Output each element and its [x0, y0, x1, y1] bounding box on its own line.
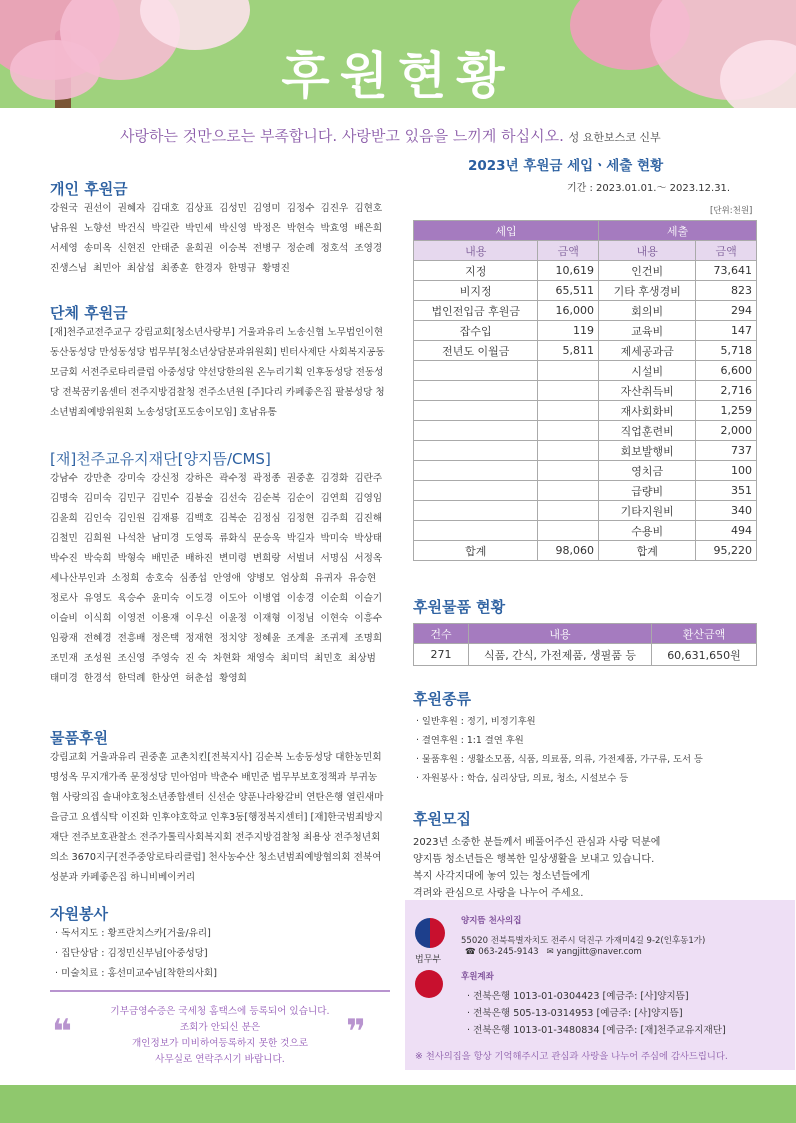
donor-name: 김주희	[320, 513, 349, 524]
quote-close-icon: ❞	[346, 1012, 366, 1052]
donor-name: 진 숙	[185, 653, 207, 664]
donor-name: 조성원	[83, 653, 112, 664]
table-row: 잡수입 119 교육비 147	[414, 321, 757, 341]
notice-box	[50, 990, 390, 1070]
donor-name: 김희원	[83, 533, 112, 544]
ministry-emblem-icon	[415, 918, 445, 948]
donor-name: 최미덕	[280, 653, 309, 664]
donor-name: 박미숙	[320, 533, 349, 544]
table-total-row: 합계 98,060 합계 95,220	[414, 541, 757, 561]
donor-name: 김영임	[354, 493, 383, 504]
donor-name: 박길자	[286, 533, 315, 544]
donor-name: 김봉술	[185, 493, 214, 504]
donor-name: 김란주	[354, 473, 383, 484]
donor-name: 안태준	[151, 243, 180, 254]
donor-name: 최상범	[348, 653, 376, 664]
group-list: [재]천주교전주교구 강림교회[청소년사랑부] 거울과유리 노송신협 노무법인이현 동산동성당 만성동성당 법무부[청소년상담분과위원회] 빈터사제단 사회복지공동모금회 서전주로타리클럽 아중성당 약선당한의원 온누리기획 인후동성당 전동성당 전북꿈키움센터 전주지방검찰청 전주소년원 [주]다리 카페좋은집 팔봉성당 청소년범죄예방위원회 노송성당[포도송이모임] 호남유통	[50, 327, 385, 418]
donor-name: 신현진	[117, 243, 146, 254]
donor-name: 김민구	[117, 493, 146, 504]
quote-open-icon: ❝	[52, 1012, 72, 1052]
account-label: 후원계좌	[461, 972, 494, 982]
donor-name: 강하은	[185, 473, 214, 484]
donor-name: 배은희	[354, 223, 383, 234]
donor-name: 최종훈	[160, 263, 189, 274]
goods-amount: 60,631,650원	[652, 644, 757, 666]
kind-item: · 일반후원 : 정기, 비정기후원	[416, 716, 536, 727]
donor-name: 서정옥	[354, 553, 383, 564]
quote-text: 사랑하는 것만으로는 부족합니다. 사랑받고 있음을 느끼게 하십시오.	[120, 127, 564, 145]
donor-name: 이슬비	[50, 613, 78, 624]
donor-name: 박길란	[151, 223, 180, 234]
section-personal: 개인 후원금	[50, 180, 128, 198]
donor-name: 이흥수	[354, 613, 383, 624]
donor-name: 소정희	[111, 573, 140, 584]
donor-name: 유승현	[348, 573, 377, 584]
donor-name: 정재현	[185, 633, 214, 644]
donor-name: 조민재	[50, 653, 78, 664]
donor-name: 박상태	[354, 533, 383, 544]
donor-name: 황영희	[219, 673, 247, 684]
donor-name: 김윤희	[50, 513, 78, 524]
donor-name: 유귀자	[314, 573, 343, 584]
account-list: · 전북은행 1013-01-0304423 [예금주: [사]양지뜸] · 전북은행 505-13-0314953 [예금주: [사]양지뜸] · 전북은행 1013-01-3480834 [예금주: [재]천주교유지재단]	[467, 991, 726, 1036]
donor-name: 이윤정	[219, 613, 247, 624]
donor-name: 임광재	[50, 633, 78, 644]
table-row: 직업훈련비 2,000	[414, 421, 757, 441]
donor-name: 이송경	[286, 593, 315, 604]
volunteer-list	[55, 924, 217, 984]
donor-name: 서명심	[320, 553, 349, 564]
donor-name: 강미숙	[117, 473, 146, 484]
donor-name: 김정현	[286, 513, 315, 524]
donor-name: 박숙희	[83, 553, 112, 564]
donor-name: 김순복	[252, 493, 281, 504]
period: 기간 : 2023.01.01.～ 2023.12.31.	[567, 183, 731, 194]
donor-name: 김대호	[151, 203, 180, 214]
volunteer-item: · 집단상담 : 김정민신부님[아중성당]	[55, 948, 208, 959]
donor-name: 허춘섭	[185, 673, 214, 684]
income-header: 세입	[414, 221, 599, 241]
donor-name: 강신정	[151, 473, 180, 484]
donor-name: 강만춘	[83, 473, 112, 484]
section-group: 단체 후원금	[50, 304, 128, 322]
donor-name: 안영애	[213, 573, 241, 584]
donor-name: 김진우	[320, 203, 349, 214]
header-banner	[0, 0, 796, 108]
section-goods: 물품후원	[50, 729, 108, 747]
unit-label: [단위:천원]	[710, 206, 753, 216]
donor-name: 박민세	[185, 223, 214, 234]
donor-name: 김성민	[219, 203, 247, 214]
donor-name: 김정심	[252, 513, 281, 524]
donor-name: 양병모	[246, 573, 275, 584]
donor-name: 강남수	[50, 473, 78, 484]
donor-name: 김선숙	[219, 493, 247, 504]
finance-table: 세입 세출 내용 금액 내용 금액 지정 10,619 인건비 73,641 비지정 65,511 기타 후생경비 823 법인전입금 후원금 16,000 회의비 294 잡수입 119 교육비 147 전년도 이월금 5,811 제세공과금 5,718 시설비 6,600 자산취득비 2,716 재사회화비 1,259 직업훈련비 2,000 회보발행비 737 영치금 100 급량비 351 기타지원비 340 수용비 494 합계 98,060 합계 95,220	[413, 220, 757, 561]
table-row: 급량비 351	[414, 481, 757, 501]
donor-name: 정로사	[50, 593, 78, 604]
donor-name: 김인원	[117, 513, 146, 524]
donor-name: 류화식	[219, 533, 247, 544]
donor-name: 조귀제	[320, 633, 349, 644]
donor-name: 주영숙	[151, 653, 180, 664]
donor-name: 김순이	[286, 493, 315, 504]
donor-name: 김경화	[320, 473, 349, 484]
donor-name: 전병구	[252, 243, 281, 254]
donor-name: 김백호	[185, 513, 214, 524]
donor-name: 정혜윤	[252, 633, 281, 644]
quote-author: 성 요한보스코 신부	[568, 131, 661, 144]
donor-name: 남미경	[151, 533, 180, 544]
donor-name: 심종섭	[179, 573, 208, 584]
donor-name: 김정수	[286, 203, 315, 214]
donor-name: 서벌녀	[286, 553, 315, 564]
donor-name: 송호숙	[145, 573, 174, 584]
donor-name: 김상표	[185, 203, 214, 214]
donor-name: 최민아	[93, 263, 121, 274]
donor-name: 정치양	[219, 633, 247, 644]
donor-name: 이영전	[117, 613, 146, 624]
donor-name: 변미령	[219, 553, 247, 564]
goods-list: 강림교회 거울과유리 권중훈 교촌치킨[전북지사] 김순복 노송동성당 대한농민회 명성옥 무지개가족 문정성당 민아엄마 박춘수 배민준 법무부보호정책과 부귀농협 사랑의집 솔내야호청소년종합센터 신선순 양푼나라왕갈비 연탄은행 열린새마을금고 요셉식탁 이진화 인후야호학교 인후3동[행정복지센터] [재]한국범죄방지재단 전주보호관찰소 전주가톨릭사회복지회 전주지방검찰청 최용상 전주청년회의소 3670지구[전주중앙로타리클럽] 천사농수산 청소년범죄예방협의회 전북여성분과 카페좋은집 하니비베이커리	[50, 752, 384, 883]
donor-name: 송미옥	[83, 243, 112, 254]
donor-name: 도영록	[185, 533, 214, 544]
donor-name: 변희랑	[252, 553, 281, 564]
quote	[120, 125, 661, 146]
contact-box	[405, 900, 795, 1070]
donor-name: 최민호	[314, 653, 343, 664]
donor-name: 박형숙	[117, 553, 146, 564]
donor-name: 박현숙	[286, 223, 315, 234]
section-kinds: 후원종류	[413, 690, 471, 708]
donor-name: 남유원	[50, 223, 78, 234]
donor-name: 조신영	[117, 653, 146, 664]
donor-name: 이승복	[219, 243, 247, 254]
donor-name: 진생스님	[50, 263, 88, 274]
donor-name: 전혜경	[83, 633, 112, 644]
donor-name: 이슬기	[354, 593, 383, 604]
donor-name: 육승수	[117, 593, 146, 604]
donor-name: 한명규	[228, 263, 257, 274]
kind-item: · 결연후원 : 1:1 결연 후원	[416, 735, 524, 746]
donor-name: 전흥배	[117, 633, 146, 644]
donor-name: 한상연	[151, 673, 180, 684]
donor-name: 권혜자	[117, 203, 146, 214]
donor-name: 조계윤	[286, 633, 315, 644]
donor-name: 박건식	[117, 223, 146, 234]
table-row: 영치금 100	[414, 461, 757, 481]
thanks-text: ※ 천사의집을 항상 기억해주시고 관심과 사랑을 나누어 주심에 감사드립니다.	[415, 1051, 728, 1062]
donor-name: 이재형	[252, 613, 281, 624]
address: 55020 전북특별자치도 전주시 덕진구 가재미4길 9-2(인후동1가)	[461, 936, 706, 946]
donor-name: 한덕례	[117, 673, 146, 684]
donor-name: 권선이	[83, 203, 112, 214]
donor-name: 한경석	[83, 673, 112, 684]
recruit-text: 2023년 소중한 분들께서 베풀어주신 관심과 사랑 덕분에 양지뜸 청소년들은 행복한 일상생활을 보내고 있습니다. 복지 사각지대에 놓여 있는 청소년들에게 격려와 관심으로 사랑을 나누어 주세요.	[413, 837, 661, 899]
section-recruit: 후원모집	[413, 810, 471, 828]
donor-name: 이순희	[320, 593, 349, 604]
donor-name: 김재룡	[151, 513, 180, 524]
donor-name: 이병엽	[252, 593, 281, 604]
donor-name: 박신영	[219, 223, 247, 234]
donor-name: 최삼섭	[126, 263, 155, 274]
table-row: 재사회화비 1,259	[414, 401, 757, 421]
donor-name: 세나산부인과	[50, 573, 106, 584]
expense-header: 세출	[599, 221, 757, 241]
section-volunteer: 자원봉사	[50, 905, 108, 923]
table-row: 전년도 이월금 5,811 제세공과금 5,718	[414, 341, 757, 361]
section-goods-status: 후원물품 현황	[413, 598, 506, 616]
donor-name: 김영미	[252, 203, 281, 214]
donor-name: 박효영	[320, 223, 349, 234]
donor-name: 김인숙	[83, 513, 112, 524]
donor-name: 윤미숙	[151, 593, 180, 604]
donor-name: 유영도	[83, 593, 112, 604]
donor-name: 채영숙	[246, 653, 275, 664]
donor-name: 김미숙	[83, 493, 112, 504]
donor-name: 한경자	[194, 263, 223, 274]
donor-name: 김명숙	[50, 493, 78, 504]
table-row: 시설비 6,600	[414, 361, 757, 381]
donor-name: 엄상희	[280, 573, 309, 584]
donor-name: 황명진	[262, 263, 290, 274]
volunteer-item: · 미술치료 : 홍선미교수님[착한의사회]	[55, 968, 217, 979]
foundation-names	[50, 469, 390, 689]
donor-name: 이용재	[151, 613, 180, 624]
goods-table: 건수 내용 환산금액 271 식품, 간식, 가전제품, 생필품 등 60,631,650원	[413, 623, 757, 666]
goods-content: 식품, 간식, 가전제품, 생필품 등	[469, 644, 652, 666]
table-row: 회보발행비 737	[414, 441, 757, 461]
donor-name: 조영경	[354, 243, 383, 254]
donor-name: 김복순	[219, 513, 247, 524]
section-foundation: [재]천주교유지재단[양지뜸/CMS]	[50, 450, 271, 468]
donor-name: 노향선	[83, 223, 112, 234]
donor-name: 배하진	[185, 553, 214, 564]
donor-name: 나석찬	[117, 533, 146, 544]
ministry-label: 법무부	[415, 955, 442, 965]
report-title: 2023년 후원금 세입ㆍ세출 현황	[468, 158, 664, 174]
kind-item: · 자원봉사 : 학습, 심리상담, 의료, 청소, 시설보수 등	[416, 773, 629, 784]
phone-row: ☎ 063-245-9143 ✉ yangjitt@naver.com	[465, 947, 642, 957]
donor-name: 정순례	[286, 243, 315, 254]
donor-name: 권중훈	[286, 473, 315, 484]
volunteer-item: · 독서지도 : 황프란치스카[거울/유리]	[55, 928, 211, 939]
donor-name: 김철민	[50, 533, 78, 544]
goods-count: 271	[414, 644, 469, 666]
donor-name: 정은택	[151, 633, 180, 644]
table-row: 지정 10,619 인건비 73,641	[414, 261, 757, 281]
donor-name: 태미경	[50, 673, 78, 684]
page-title: 후원현황	[281, 47, 515, 105]
table-row: 비지정 65,511 기타 후생경비 823	[414, 281, 757, 301]
donor-name: 박정은	[252, 223, 281, 234]
donor-name: 이도아	[219, 593, 247, 604]
notice-text: 기부금영수증은 국세청 홈택스에 등록되어 있습니다. 조회가 안되신 분은 개인정보가 미비하여등록하지 못한 것으로 사무실로 연락주시기 바랍니다.	[110, 1006, 330, 1065]
donor-name: 김민수	[151, 493, 180, 504]
donor-name: 서세영	[50, 243, 78, 254]
donor-name: 정호석	[320, 243, 349, 254]
donor-name: 차현화	[212, 653, 241, 664]
donor-name: 강원국	[50, 203, 78, 214]
kind-item: · 물품후원 : 생활소모품, 식품, 의료품, 의류, 가전제품, 가구류, 도서 등	[416, 754, 703, 765]
donor-name: 곽수정	[219, 473, 247, 484]
caritas-icon	[415, 970, 443, 998]
donor-name: 박수진	[50, 553, 78, 564]
donor-name: 이식희	[83, 613, 112, 624]
table-row: 수용비 494	[414, 521, 757, 541]
table-row: 자산취득비 2,716	[414, 381, 757, 401]
donor-name: 김연희	[320, 493, 349, 504]
donor-name: 조명희	[354, 633, 383, 644]
donor-name: 김진해	[354, 513, 383, 524]
personal-names	[50, 199, 390, 279]
donor-name: 김현호	[354, 203, 383, 214]
table-row: 기타지원비 340	[414, 501, 757, 521]
donor-name: 윤희권	[185, 243, 214, 254]
donor-name: 곽정종	[252, 473, 281, 484]
donor-name: 문승욱	[252, 533, 281, 544]
donor-name: 이도경	[185, 593, 214, 604]
donor-name: 이현숙	[320, 613, 349, 624]
donor-name: 배민준	[151, 553, 180, 564]
kinds-list	[416, 712, 703, 788]
donor-name: 이정님	[286, 613, 315, 624]
org-label: 양지뜸 천사의집	[461, 916, 522, 926]
footer-band	[0, 1085, 796, 1123]
table-row: 법인전입금 후원금 16,000 회의비 294	[414, 301, 757, 321]
donor-name: 이우신	[185, 613, 214, 624]
